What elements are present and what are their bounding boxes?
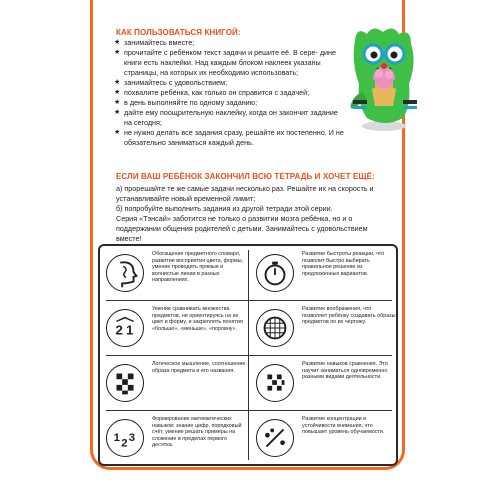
skill-cell	[250, 411, 398, 465]
skill-text: Обогащение предметного словаря, развитие восприятия цвета, формы, умение проводить прямые и волнистые линии в разных направлениях.	[152, 251, 244, 284]
list-item: ★ в день выполняйте по одному заданию;	[114, 98, 346, 108]
list-item: ★ занимайтесь вместе;	[114, 38, 346, 48]
finished-heading: ЕСЛИ ВАШ РЕБЁНОК ЗАКОНЧИЛ ВСЮ ТЕТРАДЬ И ХОЧЕТ ЕЩЁ:	[116, 172, 375, 181]
list-item: ★ не нужно делать все задания сразу, решайте их постепенно. И не обязательно заниматься каждый день.	[114, 128, 374, 148]
skill-text: Развитие навыков сравнения. Это научит заниматься одновременно разными видами деятельности.	[302, 361, 388, 381]
checker-pattern-icon	[106, 364, 144, 402]
skill-text: Формирование математических навыков: знание цифр, порядковый счёт, умение решать примеры на сложение в пределах первого десятка.	[152, 416, 242, 449]
skills-table	[98, 244, 398, 466]
svg-text:1: 1	[125, 322, 134, 338]
mascot-illustration	[345, 22, 423, 134]
how-to-list	[114, 38, 346, 148]
skill-text: Развитие концентрации и устойчивости внимания, что повышает уровень обучаемости.	[302, 416, 385, 436]
skill-text: Логическое мышление, соотношение образа предмета и его названия.	[152, 361, 246, 374]
list-item: ★ похвалите ребёнка, как только он справится с задачей;	[114, 88, 346, 98]
skill-text: Развитие воображения, что позволяет ребёнку создавать образы предметов по их чертежу.	[302, 306, 396, 326]
svg-text:3: 3	[128, 431, 136, 444]
skill-cell	[100, 356, 248, 410]
grid-ball-icon	[256, 309, 294, 347]
how-to-heading: КАК ПОЛЬЗОВАТЬСЯ КНИГОЙ:	[116, 28, 241, 37]
skill-cell	[100, 301, 248, 355]
list-item: ★ прочитайте с ребёнком текст задачи и решите её. В сере- дине книги есть наклейки. Над каждым блоком наклеек указаны страницы, на которых их необходимо использовать;	[114, 48, 346, 78]
list-item: ★ дайте ему поощрительную наклейку, когда он закончит задание на сегодня;	[114, 108, 346, 128]
svg-text:1: 1	[113, 431, 120, 444]
svg-text:2: 2	[115, 322, 123, 338]
skill-text: Развитие быстроты реакции, что позволит быстро выбирать правильное решение из предложенных вариантов.	[302, 251, 385, 277]
skill-cell	[250, 356, 398, 410]
skill-text: Умение сравнивать множества предметов, не ориентируясь на их цвет и форму, и закреплять понятия «больше», «меньше», «поровну».	[152, 306, 243, 332]
list-item: ★ занимайтесь с удовольствием;	[114, 78, 346, 88]
block-pattern-icon	[256, 364, 294, 402]
paragraph-a: а) прорешайте те же самые задачи несколько раз. Решайте их на скорость и устанавливайте новый временной лимит;	[116, 184, 374, 203]
skill-cell	[100, 411, 248, 465]
numbers-icon	[106, 419, 144, 457]
skill-cell	[250, 246, 398, 300]
skill-cell	[250, 301, 398, 355]
paragraph-c: Серия «Тэнсай» заботится не только о развитии мозга ребёнка, но и о поддержании общения родителей с детьми. Занимайтесь с удовольствием вместе!	[116, 214, 368, 243]
skill-cell	[100, 246, 248, 300]
svg-text:2: 2	[121, 437, 128, 450]
face-profile-icon	[106, 254, 144, 292]
paragraph-b: б) попробуйте выполнить задания из другой тетради этой серии.	[116, 204, 333, 213]
dots-line-icon	[256, 419, 294, 457]
compare-numbers-icon	[106, 309, 144, 347]
stopwatch-icon	[256, 254, 294, 292]
